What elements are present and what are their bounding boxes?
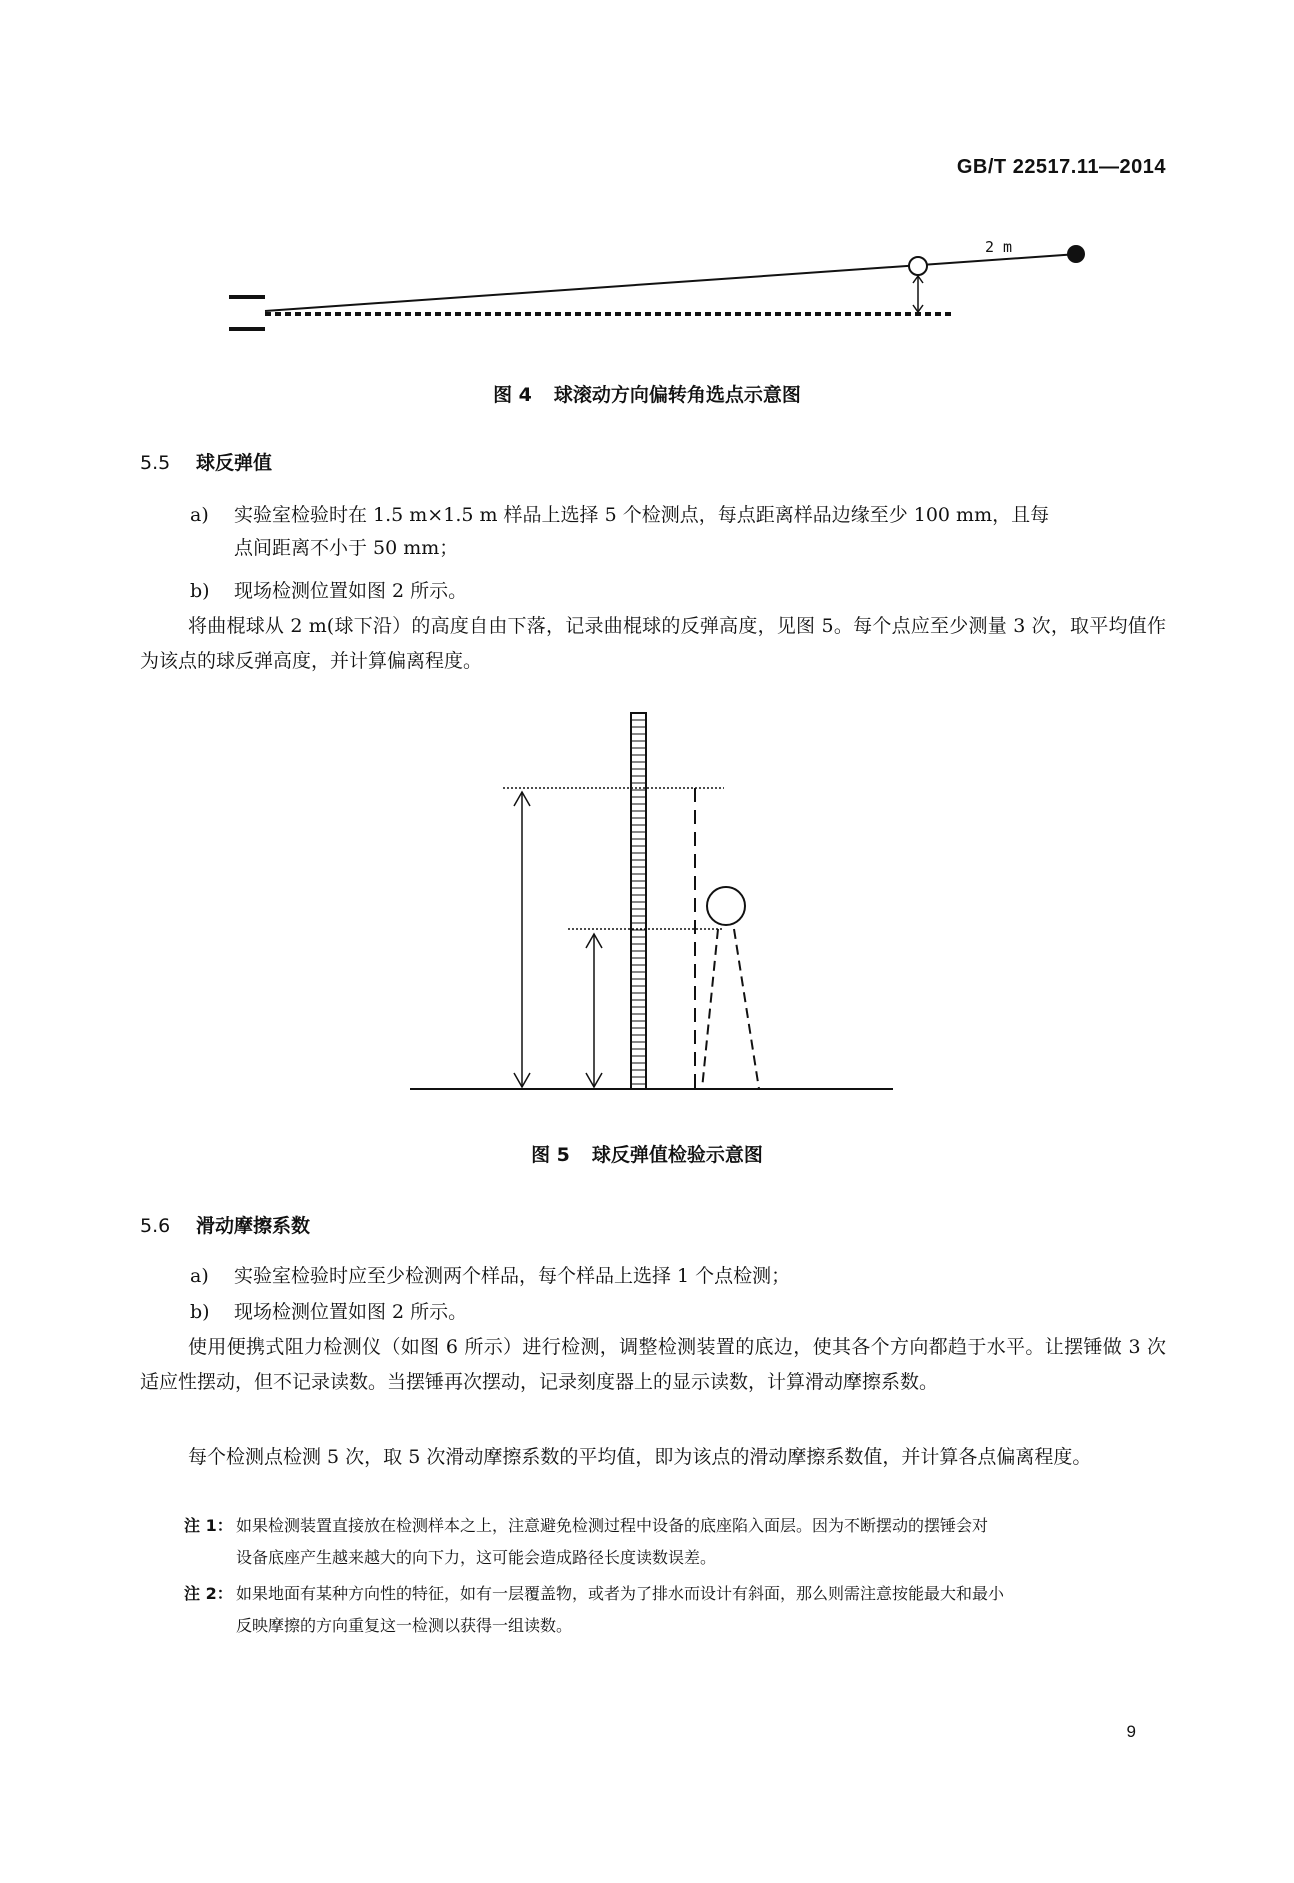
section-5-6-heading bbox=[140, 1211, 310, 1238]
section-5-6-number: 5.6 bbox=[140, 1215, 171, 1237]
note-label: 注 1： bbox=[184, 1516, 233, 1535]
item-marker: b) bbox=[190, 580, 210, 602]
figure-5-rebound-cone-left bbox=[702, 929, 718, 1089]
section-5-5-number: 5.5 bbox=[140, 452, 171, 474]
item-marker: a) bbox=[190, 504, 209, 526]
section-5-5-title: 球反弹值 bbox=[196, 452, 273, 474]
figure-5-ball bbox=[707, 887, 745, 925]
standard-code: GB/T 22517.11—2014 bbox=[956, 156, 1166, 178]
figure-4-caption-number: 图 4 bbox=[493, 384, 532, 406]
note-text-line1: 如果地面有某种方向性的特征，如有一层覆盖物，或者为了排水而设计有斜面，那么则需注意按能最大和最小 bbox=[236, 1584, 1005, 1603]
figure-4-caption bbox=[0, 380, 1294, 407]
figure-5-caption-text: 球反弹值检验示意图 bbox=[591, 1144, 763, 1166]
item-text-line2: 点间距离不小于 50 mm； bbox=[234, 537, 459, 559]
page-number: 9 bbox=[1126, 1722, 1136, 1741]
item-marker: b) bbox=[190, 1301, 210, 1323]
figure-4-distance-label: 2 m bbox=[985, 238, 1013, 256]
section-5-5-paragraph: 将曲棍球从 2 m(球下沿）的高度自由下落，记录曲棍球的反弹高度，见图 5。每个点应至少测量 3 次，取平均值作为该点的球反弹高度，并计算偏离程度。 bbox=[140, 615, 1166, 672]
figure-5-rebound-cone-right bbox=[734, 929, 759, 1089]
note-text-line1: 如果检测装置直接放在检测样本之上，注意避免检测过程中设备的底座陷入面层。因为不断摆动的摆锤会对 bbox=[236, 1516, 989, 1535]
figure-5-caption bbox=[0, 1140, 1294, 1167]
figure-5-caption-number: 图 5 bbox=[531, 1144, 570, 1166]
section-5-5-heading bbox=[140, 448, 272, 475]
note-text-line2: 反映摩擦的方向重复这一检测以获得一组读数。 bbox=[236, 1616, 573, 1635]
item-text-line1: 现场检测位置如图 2 所示。 bbox=[234, 580, 468, 602]
item-marker: a) bbox=[190, 1265, 209, 1287]
note-label: 注 2： bbox=[184, 1584, 233, 1603]
section-5-6-item-a bbox=[190, 1260, 1166, 1293]
note-text-line2: 设备底座产生越来越大的向下力，这可能会造成路径长度读数误差。 bbox=[236, 1548, 717, 1567]
section-5-6-note-2 bbox=[184, 1578, 1166, 1642]
section-5-6-paragraph-2: 每个检测点检测 5 次，取 5 次滑动摩擦系数的平均值，即为该点的滑动摩擦系数值，并计算各点偏离程度。 bbox=[188, 1446, 1092, 1468]
section-5-6-item-b bbox=[190, 1296, 1166, 1329]
figure-4-caption-text: 球滚动方向偏转角选点示意图 bbox=[553, 384, 801, 406]
section-5-5-item-a bbox=[190, 499, 1166, 565]
section-5-5-item-b bbox=[190, 575, 1166, 608]
section-5-6-paragraph-1: 使用便携式阻力检测仪（如图 6 所示）进行检测，调整检测装置的底边，使其各个方向都趋于水平。让摆锤做 3 次适应性摆动，但不记录读数。当摆锤再次摆动，记录刻度器上的显示读数，计算滑动摩擦系数。 bbox=[140, 1336, 1166, 1393]
section-5-6-note-1 bbox=[184, 1510, 1166, 1574]
section-5-6-title: 滑动摩擦系数 bbox=[196, 1215, 311, 1237]
item-text-line1: 实验室检验时应至少检测两个样品，每个样品上选择 1 个点检测； bbox=[234, 1265, 791, 1287]
item-text-line1: 现场检测位置如图 2 所示。 bbox=[234, 1301, 468, 1323]
item-text-line1: 实验室检验时在 1.5 m×1.5 m 样品上选择 5 个检测点，每点距离样品边缘至少 100 mm，且每 bbox=[234, 504, 1050, 526]
